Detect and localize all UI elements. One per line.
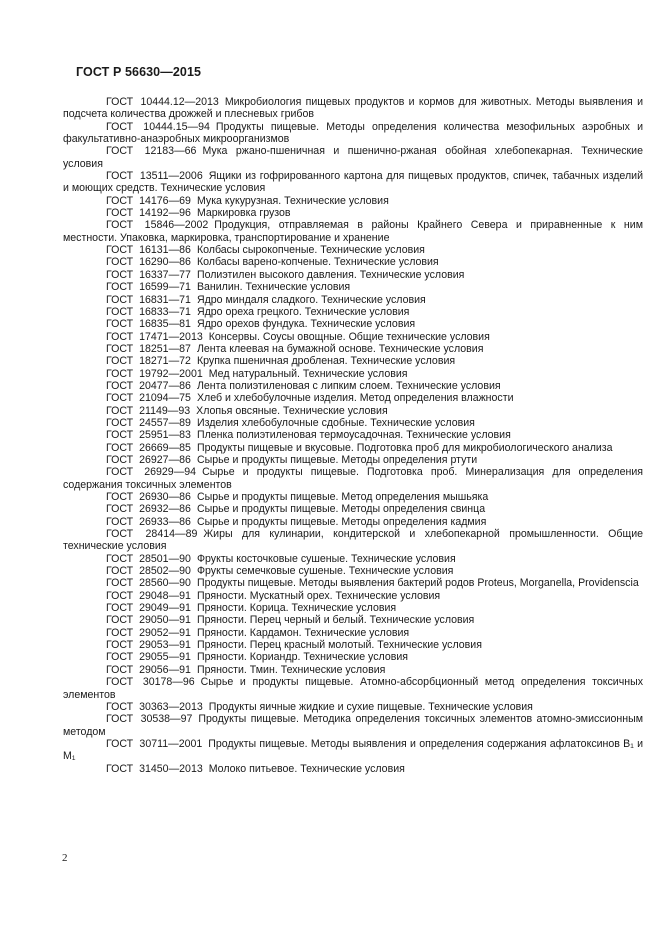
standard-number: 14176—69 [139,194,191,207]
standard-prefix: ГОСТ [106,676,134,689]
standard-number: 17471—2013 [139,330,203,343]
page-number: 2 [62,852,68,864]
standard-prefix: ГОСТ [106,355,134,368]
standard-number: 28502—90 [139,565,191,578]
standard-number: 10444.12—2013 [140,96,219,108]
standard-prefix: ГОСТ [106,379,134,392]
standard-title: Продукты пищевые. Методы выявления и определения содержания афлатоксинов B₁ и M₁ [63,737,643,763]
standard-entry [63,590,643,602]
standard-prefix: ГОСТ [106,737,134,750]
standard-number: 16833—71 [139,305,191,318]
standard-title: Колбасы варено-копченые. Технические условия [196,256,439,269]
standard-number: 29053—91 [139,639,191,652]
standard-title: Ящики из гофрированного картона для пищевых продуктов, спичек, табачных изделий и моющих средств. Технические условия [63,170,643,195]
standard-title: Пряности. Мускатный орех. Технические условия [196,589,441,602]
standard-entry [63,269,643,281]
standard-number: 13511—2006 [139,170,203,183]
standard-number: 18271—72 [139,355,191,368]
standard-number: 26927—86 [139,453,191,466]
standard-number: 16290—86 [139,256,191,269]
standard-prefix: ГОСТ [106,120,134,133]
standard-prefix: ГОСТ [106,330,134,343]
standard-prefix: ГОСТ [106,762,134,775]
standard-number: 20477—86 [139,379,191,392]
standard-title: Хлеб и хлебобулочные изделия. Метод определения влажности [196,392,514,405]
standard-prefix: ГОСТ [106,268,134,281]
standard-number: 29049—91 [139,602,191,615]
standard-prefix: ГОСТ [106,663,134,676]
standard-prefix: ГОСТ [106,441,134,454]
standard-entry [63,553,643,565]
standard-prefix: ГОСТ [106,392,134,405]
standard-prefix: ГОСТ [106,318,134,331]
standard-entry [63,244,643,256]
standard-title: Микробиология пищевых продуктов и кормов для животных. Методы выявления и подсчета количества дрожжей и плесневых грибов [63,96,643,121]
standard-prefix: ГОСТ [106,577,134,590]
standard-prefix: ГОСТ [106,145,134,158]
standard-entry [63,343,643,355]
standard-entry [63,738,643,763]
standard-entry [63,429,643,441]
standard-number: 29050—91 [139,614,191,627]
standard-entry [63,380,643,392]
standard-title: Крупка пшеничная дробленая. Технические условия [196,355,456,368]
standard-entry [63,442,643,454]
standard-title: Мед натуральный. Технические условия [208,367,408,380]
standard-title: Ванилин. Технические условия [196,281,351,294]
standard-entry [63,713,643,738]
standard-title: Колбасы сырокопченые. Технические условия [196,244,425,257]
standard-number: 30363—2013 [139,700,203,713]
standard-entry [63,219,643,244]
standards-list [63,96,643,775]
standard-prefix: ГОСТ [106,466,134,479]
standard-number: 21094—75 [139,392,191,405]
standard-title: Пряности. Перец черный и белый. Технические условия [196,614,475,627]
standard-entry [63,651,643,663]
standard-title: Мука кукурузная. Технические условия [196,194,389,207]
standard-prefix: ГОСТ [106,194,134,207]
standard-title: Сырье и продукты пищевые. Методы определения свинца [196,503,486,516]
standard-entry [63,195,643,207]
standard-number: 14192—96 [139,207,191,220]
standard-prefix: ГОСТ [106,453,134,466]
standard-title: Сырье и продукты пищевые. Атомно-абсорбционный метод определения токсичных элементов [63,676,643,701]
standard-number: 10444.15—94 [143,120,210,133]
standard-number: 26929—94 [144,466,197,479]
standard-title: Пряности. Кардамон. Технические условия [196,626,410,639]
standard-title: Сырье и продукты пищевые. Методы определения кадмия [196,515,487,528]
standard-prefix: ГОСТ [106,528,134,541]
standard-number: 25951—83 [139,429,191,442]
document-header: ГОСТ Р 56630—2015 [76,65,202,79]
standard-entry [63,639,643,651]
standard-title: Пряности. Перец красный молотый. Технические условия [196,639,482,652]
standard-number: 16831—71 [139,293,191,306]
standard-number: 30711—2001 [139,737,203,750]
standard-entry [63,627,643,639]
standard-entry [63,491,643,503]
standard-entry [63,466,643,491]
standard-prefix: ГОСТ [106,503,134,516]
standard-title: Изделия хлебобулочные сдобные. Технические условия [196,416,475,429]
standard-title: Продукты пищевые. Методы выявления бактерий родов Proteus, Morganella, Providenscia [196,577,639,590]
standard-entry [63,207,643,219]
standard-prefix: ГОСТ [106,256,134,269]
standard-entry [63,392,643,404]
standard-prefix: ГОСТ [106,281,134,294]
standard-number: 21149—93 [139,404,191,417]
standard-number: 16835—81 [139,318,191,331]
standard-number: 29048—91 [139,589,191,602]
standard-prefix: ГОСТ [106,219,134,232]
standard-title: Продукты пищевые и вкусовые. Подготовка проб для микробиологического анализа [196,441,613,454]
standard-prefix: ГОСТ [106,429,134,442]
standard-entry [63,145,643,170]
standard-title: Продукция, отправляемая в районы Крайнего Севера и приравненные к ним местности. Упаковка, маркировка, транспортирование и хранение [63,219,643,244]
standard-entry [63,454,643,466]
standard-entry [63,577,643,589]
standard-title: Ядро орехов фундука. Технические условия [196,318,416,331]
standard-number: 29052—91 [139,626,191,639]
standard-entry [63,614,643,626]
standard-number: 29055—91 [139,651,191,664]
standard-number: 15846—2002 [144,219,209,232]
standard-number: 16131—86 [139,244,191,257]
standard-number: 16337—77 [139,268,191,281]
standard-entry [63,528,643,553]
standard-title: Продукты пищевые. Методы определения количества мезофильных аэробных и факультативно-анаэробных микроорганизмов [63,120,643,146]
standard-prefix: ГОСТ [106,515,134,528]
standard-prefix: ГОСТ [106,651,134,664]
standard-prefix: ГОСТ [106,342,134,355]
standard-entry [63,565,643,577]
standard-title: Лента клеевая на бумажной основе. Технические условия [196,342,484,355]
standard-prefix: ГОСТ [106,602,134,615]
standard-prefix: ГОСТ [106,552,134,565]
standard-entry [63,602,643,614]
standard-number: 31450—2013 [139,762,203,775]
standard-prefix: ГОСТ [106,244,134,257]
standard-entry [63,96,643,121]
standard-entry [63,763,643,775]
standard-number: 30538—97 [140,713,193,726]
standard-prefix: ГОСТ [106,404,134,417]
standard-number: 26669—85 [139,441,191,454]
standard-number: 28501—90 [139,552,191,565]
standard-number: 26933—86 [139,515,191,528]
standard-number: 29056—91 [139,663,191,676]
standard-entry [63,294,643,306]
standard-title: Фрукты косточковые сушеные. Технические условия [196,552,456,565]
standard-number: 16599—71 [139,281,191,294]
standard-title: Продукты яичные жидкие и сухие пищевые. Технические условия [208,700,533,713]
standard-entry [63,516,643,528]
standard-prefix: ГОСТ [106,367,134,380]
standard-title: Молоко питьевое. Технические условия [208,762,405,775]
standard-prefix: ГОСТ [106,639,134,652]
standard-title: Пряности. Кориандр. Технические условия [196,651,408,664]
standard-title: Ядро миндаля сладкого. Технические условия [196,293,426,306]
standard-title: Сырье и продукты пищевые. Метод определения мышьяка [196,491,489,503]
standard-title: Хлопья овсяные. Технические условия [196,404,388,417]
standard-prefix: ГОСТ [106,713,134,726]
standard-entry [63,405,643,417]
standard-title: Пряности. Корица. Технические условия [196,602,397,615]
standard-prefix: ГОСТ [106,170,134,183]
standard-entry [63,318,643,330]
standard-title: Пряности. Тмин. Технические условия [196,663,386,676]
standard-prefix: ГОСТ [106,626,134,639]
standard-entry [63,331,643,343]
standard-title: Маркировка грузов [196,207,291,220]
standard-entry [63,306,643,318]
standard-entry [63,417,643,429]
standard-number: 30178—96 [142,676,195,689]
standard-prefix: ГОСТ [106,207,134,220]
standard-entry [63,368,643,380]
standard-prefix: ГОСТ [106,491,134,503]
standard-prefix: ГОСТ [106,96,134,108]
standard-entry [63,503,643,515]
standard-title: Ядро ореха грецкого. Технические условия [196,305,410,318]
standard-title: Полиэтилен высокого давления. Технические условия [196,268,465,281]
standard-prefix: ГОСТ [106,305,134,318]
standard-entry [63,170,643,195]
standard-title: Фрукты семечковые сушеные. Технические условия [196,565,454,578]
standard-title: Консервы. Соусы овощные. Общие технические условия [208,330,490,343]
standard-title: Продукты пищевые. Методика определения токсичных элементов атомно-эмиссионным методом [63,713,644,738]
standard-title: Жиры для кулинарии, кондитерской и хлебопекарной промышленности. Общие технические условия [63,528,644,553]
standard-entry [63,676,643,701]
standard-entry [63,355,643,367]
standard-entry [63,121,643,146]
standard-prefix: ГОСТ [106,589,134,602]
standard-title: Сырье и продукты пищевые. Подготовка проб. Минерализация для определения содержания токсичных элементов [63,466,643,491]
standard-prefix: ГОСТ [106,614,134,627]
standard-entry [63,256,643,268]
standard-number: 19792—2001 [139,367,203,380]
standard-number: 12183—66 [144,145,197,158]
standard-number: 28414—89 [145,528,198,541]
standard-number: 26932—86 [139,503,191,516]
standard-entry [63,664,643,676]
standard-prefix: ГОСТ [106,293,134,306]
standard-entry [63,281,643,293]
standard-prefix: ГОСТ [106,416,134,429]
standard-prefix: ГОСТ [106,700,134,713]
standard-title: Мука ржано-пшеничная и пшенично-ржаная обойная хлебопекарная. Технические условия [63,145,643,170]
standard-prefix: ГОСТ [106,565,134,578]
standard-title: Пленка полиэтиленовая термоусадочная. Технические условия [196,429,511,442]
standard-number: 26930—86 [139,491,191,503]
standard-title: Сырье и продукты пищевые. Методы определения ртути [196,453,478,466]
standard-number: 24557—89 [139,416,191,429]
standard-number: 28560—90 [139,577,191,590]
standard-entry [63,701,643,713]
standard-title: Лента полиэтиленовая с липким слоем. Технические условия [196,379,501,392]
standard-number: 18251—87 [139,342,191,355]
